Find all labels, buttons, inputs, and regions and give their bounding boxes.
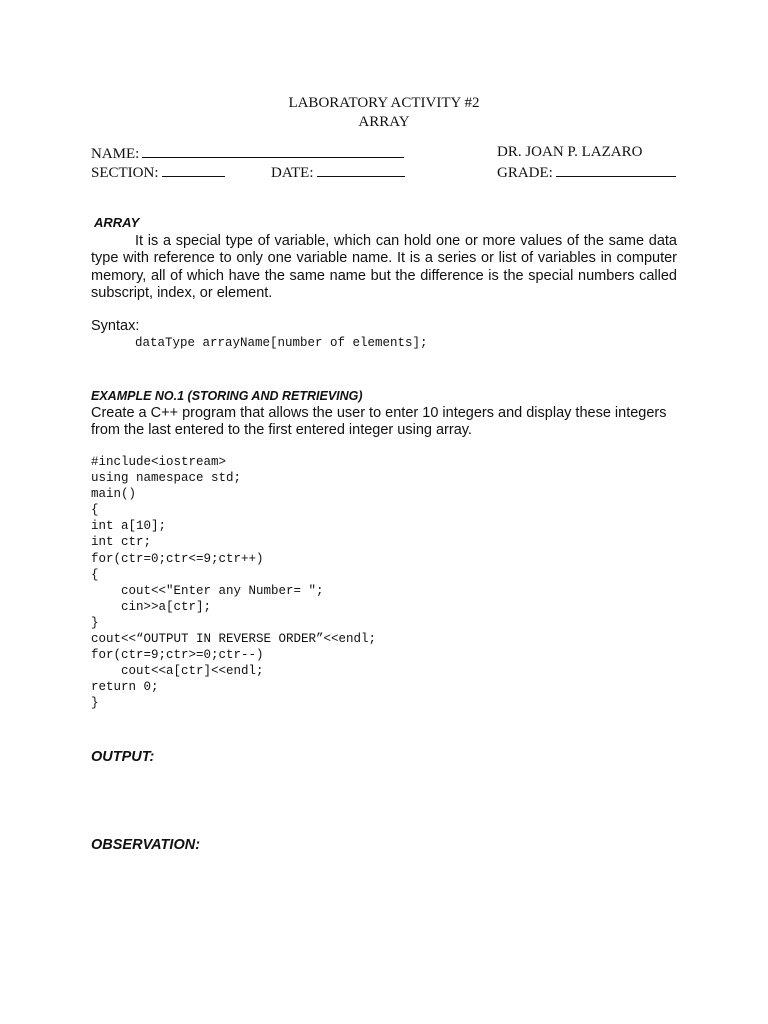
code-line: for(ctr=0;ctr<=9;ctr++) [91,551,264,566]
section-field [91,162,225,182]
date-field [271,162,405,182]
code-line: main() [91,487,137,502]
grade-label: GRADE: [497,165,553,181]
code-line: using namespace std; [91,471,242,486]
output-heading: OUTPUT: [91,749,155,765]
code-line: #include<iostream> [91,455,227,469]
code-line: cout<<a[ctr]<<endl; [91,664,264,679]
code-line: int ctr; [91,535,152,550]
array-heading: ARRAY [94,215,140,230]
observation-heading: OBSERVATION: [91,837,201,853]
code-line: cout<<"Enter any Number= "; [91,583,324,598]
syntax-code: dataType arrayName[number of elements]; [135,336,428,350]
section-label: SECTION: [91,165,159,181]
code-line: cin>>a[ctr]; [91,599,212,614]
document-title: LABORATORY ACTIVITY #2 [288,95,480,111]
code-line: { [91,567,99,582]
example1-code-block [91,454,376,712]
code-line: for(ctr=9;ctr>=0;ctr--) [91,648,264,663]
name-label: NAME: [91,146,140,162]
date-blank-line [317,162,405,177]
grade-blank-line [556,162,676,177]
code-line: { [91,503,99,518]
code-line: return 0; [91,680,159,695]
example1-heading: EXAMPLE NO.1 (STORING AND RETRIEVING) [91,389,363,403]
code-line: int a[10]; [91,519,167,534]
code-line: } [91,615,99,630]
instructor-name: DR. JOAN P. LAZARO [497,144,643,160]
section-blank-line [162,162,225,177]
syntax-label: Syntax: [91,318,140,334]
name-field [91,143,404,163]
name-blank-line [142,143,404,158]
array-definition-text: It is a special type of variable, which can hold one or more values of the same data type with reference to only one variable name. It is a series or list of variables in computer memory, all of which have the same name but the difference is the special numbers called subscript, index, or element. [91,233,677,301]
date-label: DATE: [271,165,314,181]
array-definition [91,233,677,302]
code-line: } [91,696,99,711]
grade-field [497,162,676,182]
example1-description: Create a C++ program that allows the user to enter 10 integers and display these integers from the last entered to the first entered integer using array. [91,405,667,438]
code-line: cout<<“OUTPUT IN REVERSE ORDER”<<endl; [91,632,377,647]
document-subtitle: ARRAY [358,114,410,130]
